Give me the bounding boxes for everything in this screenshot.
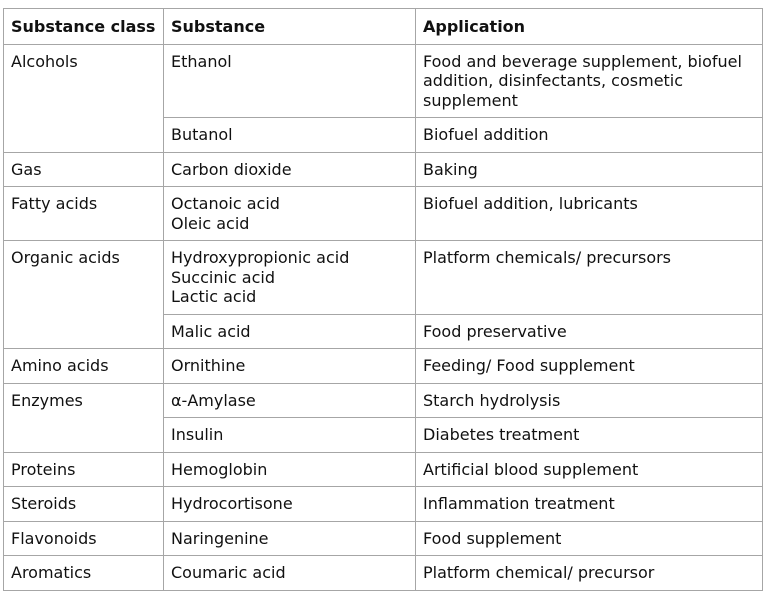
substance-name: Ornithine	[171, 356, 246, 375]
substance-cell	[164, 487, 416, 522]
application-cell: Biofuel addition, lubricants	[416, 187, 763, 241]
substance-name: Ethanol	[171, 51, 232, 71]
substance-name: Oleic acid	[171, 213, 250, 233]
substance-class-cell: Alcohols	[4, 44, 164, 152]
substance-cell	[164, 556, 416, 591]
substance-name: Hydroxypropionic acid	[171, 248, 350, 267]
table-row	[4, 187, 763, 241]
table-row	[4, 452, 763, 487]
table-row	[4, 241, 763, 315]
table-row	[4, 152, 763, 187]
substance-name: Naringenine	[171, 528, 269, 548]
substance-class-cell: Aromatics	[4, 556, 164, 591]
application-cell: Diabetes treatment	[416, 418, 763, 453]
application-cell: Platform chemical/ precursor	[416, 556, 763, 591]
substance-cell	[164, 383, 416, 418]
application-cell: Food preservative	[416, 314, 763, 349]
substance-class-cell: Proteins	[4, 452, 164, 487]
table-row	[4, 349, 763, 384]
substance-name: Insulin	[171, 425, 224, 444]
application-cell: Feeding/ Food supplement	[416, 349, 763, 384]
substance-name: Succinic acid	[171, 267, 276, 287]
table-row	[4, 383, 763, 418]
application-cell: Inflammation treatment	[416, 487, 763, 522]
substance-cell	[164, 241, 416, 315]
substance-table	[3, 8, 763, 591]
table-row	[4, 556, 763, 591]
substance-name: Butanol	[171, 125, 233, 144]
substance-class-cell: Amino acids	[4, 349, 164, 384]
table-row	[4, 521, 763, 556]
application-cell: Food supplement	[416, 521, 763, 556]
substance-name: α-Amylase	[171, 390, 256, 410]
application-cell: Baking	[416, 152, 763, 187]
substance-cell	[164, 187, 416, 241]
substance-cell	[164, 418, 416, 453]
substance-class-cell: Flavonoids	[4, 521, 164, 556]
substance-class-cell: Organic acids	[4, 241, 164, 349]
table-row	[4, 487, 763, 522]
substance-cell	[164, 314, 416, 349]
substance-cell	[164, 521, 416, 556]
header-substance: Substance	[164, 9, 416, 45]
substance-name: Carbon dioxide	[171, 159, 292, 179]
substance-cell	[164, 452, 416, 487]
substance-name: Coumaric acid	[171, 563, 286, 582]
application-cell: Artificial blood supplement	[416, 452, 763, 487]
substance-name: Malic acid	[171, 321, 251, 341]
substance-class-cell: Steroids	[4, 487, 164, 522]
substance-name: Hemoglobin	[171, 459, 268, 479]
table-row	[4, 44, 763, 118]
application-cell: Biofuel addition	[416, 118, 763, 153]
substance-class-cell: Gas	[4, 152, 164, 187]
substance-name: Octanoic acid	[171, 194, 280, 213]
substance-cell	[164, 349, 416, 384]
substance-cell	[164, 152, 416, 187]
table-header-row	[4, 9, 763, 45]
substance-cell	[164, 44, 416, 118]
substance-cell	[164, 118, 416, 153]
substance-name: Lactic acid	[171, 287, 257, 306]
header-application: Application	[416, 9, 763, 45]
table-body	[4, 44, 763, 590]
substance-name: Hydrocortisone	[171, 494, 293, 513]
application-cell: Platform chemicals/ precursors	[416, 241, 763, 315]
application-cell: Food and beverage supplement, biofuel addition, disinfectants, cosmetic supplement	[416, 44, 763, 118]
application-cell: Starch hydrolysis	[416, 383, 763, 418]
substance-class-cell: Fatty acids	[4, 187, 164, 241]
header-substance-class: Substance class	[4, 9, 164, 45]
substance-class-cell: Enzymes	[4, 383, 164, 452]
